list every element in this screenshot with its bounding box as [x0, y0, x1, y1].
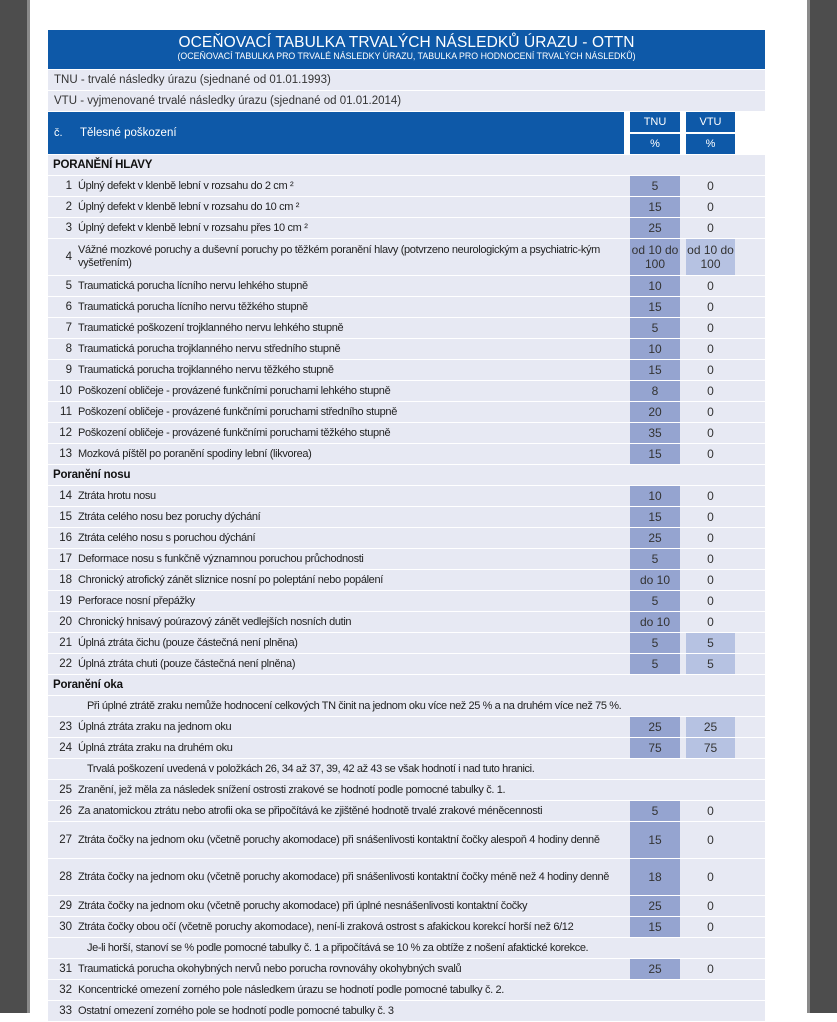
tnu-value: 10 — [630, 486, 680, 506]
header-vtu: VTU — [686, 112, 735, 132]
section-row — [48, 155, 765, 175]
tnu-value: do 10 — [630, 612, 680, 632]
section-row — [48, 465, 765, 485]
table-row — [48, 896, 765, 916]
legend-vtu: VTU - vyjmenované trvalé následky úrazu (sjednané od 01.01.2014) — [54, 95, 402, 107]
row-number: 23 — [59, 721, 72, 733]
vtu-value: 0 — [707, 363, 714, 377]
header-vtu-column — [686, 112, 735, 154]
tnu-value: od 10 do 100 — [630, 239, 680, 275]
tnu-value: do 10 — [630, 570, 680, 590]
tnu-value: 5 — [630, 801, 680, 821]
row-number: 30 — [59, 921, 72, 933]
table-row — [48, 197, 765, 217]
vtu-value: 0 — [707, 426, 714, 440]
row-description: Perforace nosní přepážky — [78, 594, 195, 607]
row-description: Ztráta čočky na jednom oku (včetně poruchy akomodace) při snášenlivosti kontaktní čočky méně než 4 hodiny denně — [78, 870, 610, 883]
table-row — [48, 297, 765, 317]
row-number: 5 — [65, 280, 72, 292]
row-number: 25 — [59, 784, 72, 796]
ottn-table — [48, 30, 765, 1022]
vtu-value: 0 — [707, 489, 714, 503]
row-description: Úplný defekt v klenbě lební v rozsahu přes 10 cm ² — [78, 221, 308, 234]
row-description: Traumatická porucha lícního nervu těžkého stupně — [78, 300, 308, 313]
section-eye-title: Poranění oka — [53, 679, 123, 691]
tnu-value: 5 — [630, 549, 680, 569]
tnu-value: 5 — [630, 633, 680, 653]
tnu-value: 25 — [630, 218, 680, 238]
section-nose-title: Poranění nosu — [53, 469, 131, 481]
vtu-value: 0 — [707, 899, 714, 913]
row-number: 17 — [59, 553, 72, 565]
row-description: Poškození obličeje - provázené funkčními poruchami lehkého stupně — [78, 384, 391, 397]
vtu-value: 0 — [707, 594, 714, 608]
tnu-value: 25 — [630, 528, 680, 548]
eye-note-3: Je-li horší, stanoví se % podle pomocné tabulky č. 1 a připočítává se 10 % za obtíže z nošení afaktické korekce. — [87, 942, 589, 954]
row-number: 27 — [59, 834, 72, 846]
vtu-value: 0 — [707, 870, 714, 884]
row-number: 6 — [65, 301, 72, 313]
table-row — [48, 360, 765, 380]
vtu-value: 5 — [686, 654, 735, 674]
row-description: Chronický hnisavý poúrazový zánět vedlejších nosních dutin — [78, 615, 352, 628]
vtu-value: 0 — [707, 573, 714, 587]
vtu-value: 0 — [707, 531, 714, 545]
vtu-value: od 10 do 100 — [686, 239, 735, 275]
row-number: 32 — [59, 984, 72, 996]
tnu-value: 10 — [630, 276, 680, 296]
table-row — [48, 738, 765, 758]
table-row — [48, 239, 765, 275]
legend-tnu-row — [48, 70, 765, 90]
row-description: Úplný defekt v klenbě lební v rozsahu do 10 cm ² — [78, 200, 300, 213]
row-description: Traumatická porucha trojklanného nervu středního stupně — [78, 342, 341, 355]
table-row — [48, 570, 765, 590]
vtu-value: 75 — [686, 738, 735, 758]
row-number: 11 — [60, 406, 72, 418]
row-number: 9 — [65, 364, 72, 376]
tnu-value: 18 — [630, 859, 680, 895]
row-description: Traumatická porucha trojklanného nervu těžkého stupně — [78, 363, 334, 376]
row-number: 13 — [59, 448, 72, 460]
vtu-value: 0 — [707, 384, 714, 398]
vtu-value: 0 — [707, 552, 714, 566]
table-row — [48, 528, 765, 548]
table-row — [48, 218, 765, 238]
table-row — [48, 654, 765, 674]
table-row — [48, 549, 765, 569]
tnu-value: 15 — [630, 297, 680, 317]
table-title: OCEŇOVACÍ TABULKA TRVALÝCH NÁSLEDKŮ ÚRAZU - OTTN — [178, 34, 635, 51]
table-subtitle: (OCEŇOVACÍ TABULKA PRO TRVALÉ NÁSLEDKY ÚRAZU, TABULKA PRO HODNOCENÍ TRVALÝCH NÁSLEDKŮ) — [177, 51, 636, 61]
legend-tnu: TNU - trvalé následky úrazu (sjednané od 01.01.1993) — [54, 74, 331, 86]
row-number: 7 — [65, 322, 72, 334]
eye-note-1: Při úplné ztrátě zraku nemůže hodnocení celkových TN činit na jednom oku více než 25 % a na druhém více než 75 %. — [87, 700, 622, 712]
row-number: 24 — [59, 742, 72, 754]
row-number: 33 — [59, 1005, 72, 1017]
table-row — [48, 423, 765, 443]
row-description: Poškození obličeje - provázené funkčními poruchami těžkého stupně — [78, 426, 391, 439]
vtu-value: 0 — [707, 342, 714, 356]
eye-note-2: Trvalá poškození uvedená v položkách 26, 34 až 37, 39, 42 až 43 se však hodnotí i nad tuto hranici. — [87, 763, 535, 775]
row-description: Koncentrické omezení zorného pole následkem úrazu se hodnotí podle pomocné tabulky č. 2. — [78, 984, 504, 996]
tnu-value: 20 — [630, 402, 680, 422]
header-vtu-unit: % — [686, 134, 735, 154]
vtu-value: 0 — [707, 833, 714, 847]
row-description: Chronický atrofický zánět sliznice nosní po poleptání nebo popálení — [78, 573, 383, 586]
table-row — [48, 339, 765, 359]
row-number: 26 — [59, 805, 72, 817]
row-description: Úplná ztráta čichu (pouze částečná není plněna) — [78, 636, 298, 649]
table-header — [48, 112, 765, 154]
row-number: 20 — [59, 616, 72, 628]
table-row — [48, 444, 765, 464]
vtu-value: 0 — [707, 804, 714, 818]
row-description: Traumatická porucha okohybných nervů nebo porucha rovnováhy okohybných svalů — [78, 962, 462, 975]
table-row — [48, 633, 765, 653]
tnu-value: 5 — [630, 654, 680, 674]
row-number: 14 — [59, 490, 72, 502]
row-description: Úplná ztráta zraku na druhém oku — [78, 741, 233, 754]
vtu-value: 0 — [707, 962, 714, 976]
vtu-value: 0 — [707, 615, 714, 629]
header-tnu-column — [624, 112, 686, 154]
row-description: Traumatická porucha lícního nervu lehkého stupně — [78, 279, 308, 292]
table-row — [48, 980, 765, 1000]
tnu-value: 15 — [630, 507, 680, 527]
tnu-value: 25 — [630, 959, 680, 979]
row-number: 1 — [65, 180, 72, 192]
viewer-right-margin — [810, 0, 837, 1013]
tnu-value: 10 — [630, 339, 680, 359]
table-row — [48, 1001, 765, 1021]
note-row — [48, 938, 765, 958]
tnu-value: 15 — [630, 917, 680, 937]
note-row — [48, 759, 765, 779]
table-row — [48, 486, 765, 506]
row-description: Ztráta celého nosu bez poruchy dýchání — [78, 510, 261, 523]
row-number: 16 — [59, 532, 72, 544]
row-description: Ztráta čočky obou očí (včetně poruchy akomodace), není-li zraková ostrost s afakickou korekcí horší než 6/12 — [78, 920, 574, 933]
table-row — [48, 959, 765, 979]
row-number: 28 — [59, 871, 72, 883]
section-head-title: PORANĚNÍ HLAVY — [53, 159, 153, 171]
header-tnu: TNU — [630, 112, 680, 132]
row-number: 10 — [59, 385, 72, 397]
vtu-value: 0 — [707, 221, 714, 235]
table-row — [48, 507, 765, 527]
section-row — [48, 675, 765, 695]
vtu-value: 0 — [707, 510, 714, 524]
row-number: 29 — [59, 900, 72, 912]
header-tnu-unit: % — [630, 134, 680, 154]
header-number: č. — [48, 112, 78, 154]
head-rows — [48, 176, 765, 464]
row-description: Úplná ztráta zraku na jednom oku — [78, 720, 232, 733]
vtu-value: 0 — [707, 447, 714, 461]
vtu-value: 25 — [686, 717, 735, 737]
tnu-value: 25 — [630, 717, 680, 737]
row-number: 21 — [59, 637, 72, 649]
table-row — [48, 780, 765, 800]
viewer-left-margin — [0, 0, 27, 1013]
tnu-value: 15 — [630, 197, 680, 217]
row-description: Zranění, jež měla za následek snížení ostrosti zrakové se hodnotí podle pomocné tabulky č. 1. — [78, 784, 506, 796]
eye-rows-a — [48, 717, 765, 758]
table-row — [48, 859, 765, 895]
row-description: Za anatomickou ztrátu nebo atrofii oka se připočítává ke zjištěné hodnotě trvalé zrakové méněcennosti — [78, 804, 543, 817]
row-description: Vážné mozkové poruchy a duševní poruchy po těžkém poranění hlavy (potvrzeno neurologickým a psychiatric-kým vyšetřením) — [78, 244, 600, 269]
vtu-value: 5 — [686, 633, 735, 653]
row-number: 3 — [65, 222, 72, 234]
tnu-value: 75 — [630, 738, 680, 758]
row-description: Úplný defekt v klenbě lební v rozsahu do 2 cm ² — [78, 179, 294, 192]
row-description: Ztráta hrotu nosu — [78, 489, 156, 502]
table-row — [48, 801, 765, 821]
nose-rows — [48, 486, 765, 674]
tnu-value: 5 — [630, 176, 680, 196]
vtu-value: 0 — [707, 200, 714, 214]
table-row — [48, 822, 765, 858]
row-number: 19 — [59, 595, 72, 607]
row-description: Deformace nosu s funkčně významnou poruchou průchodnosti — [78, 552, 364, 565]
vtu-value: 0 — [707, 179, 714, 193]
table-row — [48, 591, 765, 611]
row-description: Mozková píštěl po poranění spodiny lební (likvorea) — [78, 447, 312, 460]
tnu-value: 25 — [630, 896, 680, 916]
table-row — [48, 176, 765, 196]
row-description: Ztráta čočky na jednom oku (včetně poruchy akomodace) při snášenlivosti kontaktní čočky alespoň 4 hodiny denně — [78, 833, 600, 846]
row-description: Úplná ztráta chuti (pouze částečná není plněna) — [78, 657, 296, 670]
tnu-value: 5 — [630, 318, 680, 338]
row-description: Ztráta čočky na jednom oku (včetně poruchy akomodace) při úplné nesnášenlivosti kontaktní čočky — [78, 899, 528, 912]
tnu-value: 15 — [630, 822, 680, 858]
vtu-value: 0 — [707, 920, 714, 934]
row-number: 8 — [65, 343, 72, 355]
table-title-box — [48, 30, 765, 69]
table-row — [48, 717, 765, 737]
tnu-value: 35 — [630, 423, 680, 443]
tnu-value: 5 — [630, 591, 680, 611]
row-description: Ztráta celého nosu s poruchou dýchání — [78, 531, 256, 544]
vtu-value: 0 — [707, 300, 714, 314]
row-number: 31 — [59, 963, 72, 975]
table-row — [48, 276, 765, 296]
tnu-value: 8 — [630, 381, 680, 401]
row-number: 4 — [65, 251, 72, 263]
table-row — [48, 402, 765, 422]
header-description: Tělesné poškození — [78, 112, 624, 154]
row-number: 12 — [59, 427, 72, 439]
legend-vtu-row — [48, 91, 765, 111]
row-number: 18 — [59, 574, 72, 586]
tnu-value: 15 — [630, 360, 680, 380]
vtu-value: 0 — [707, 279, 714, 293]
row-description: Poškození obličeje - provázené funkčními poruchami středního stupně — [78, 405, 397, 418]
table-row — [48, 318, 765, 338]
table-row — [48, 612, 765, 632]
row-number: 2 — [65, 201, 72, 213]
row-number: 15 — [59, 511, 72, 523]
row-description: Ostatní omezení zorného pole se hodnotí podle pomocné tabulky č. 3 — [78, 1005, 394, 1017]
eye-rows-b — [48, 801, 765, 937]
tnu-value: 15 — [630, 444, 680, 464]
table-row — [48, 381, 765, 401]
row-number: 22 — [59, 658, 72, 670]
row-description: Traumatické poškození trojklanného nervu lehkého stupně — [78, 321, 344, 334]
vtu-value: 0 — [707, 321, 714, 335]
vtu-value: 0 — [707, 405, 714, 419]
note-row — [48, 696, 765, 716]
table-row — [48, 917, 765, 937]
